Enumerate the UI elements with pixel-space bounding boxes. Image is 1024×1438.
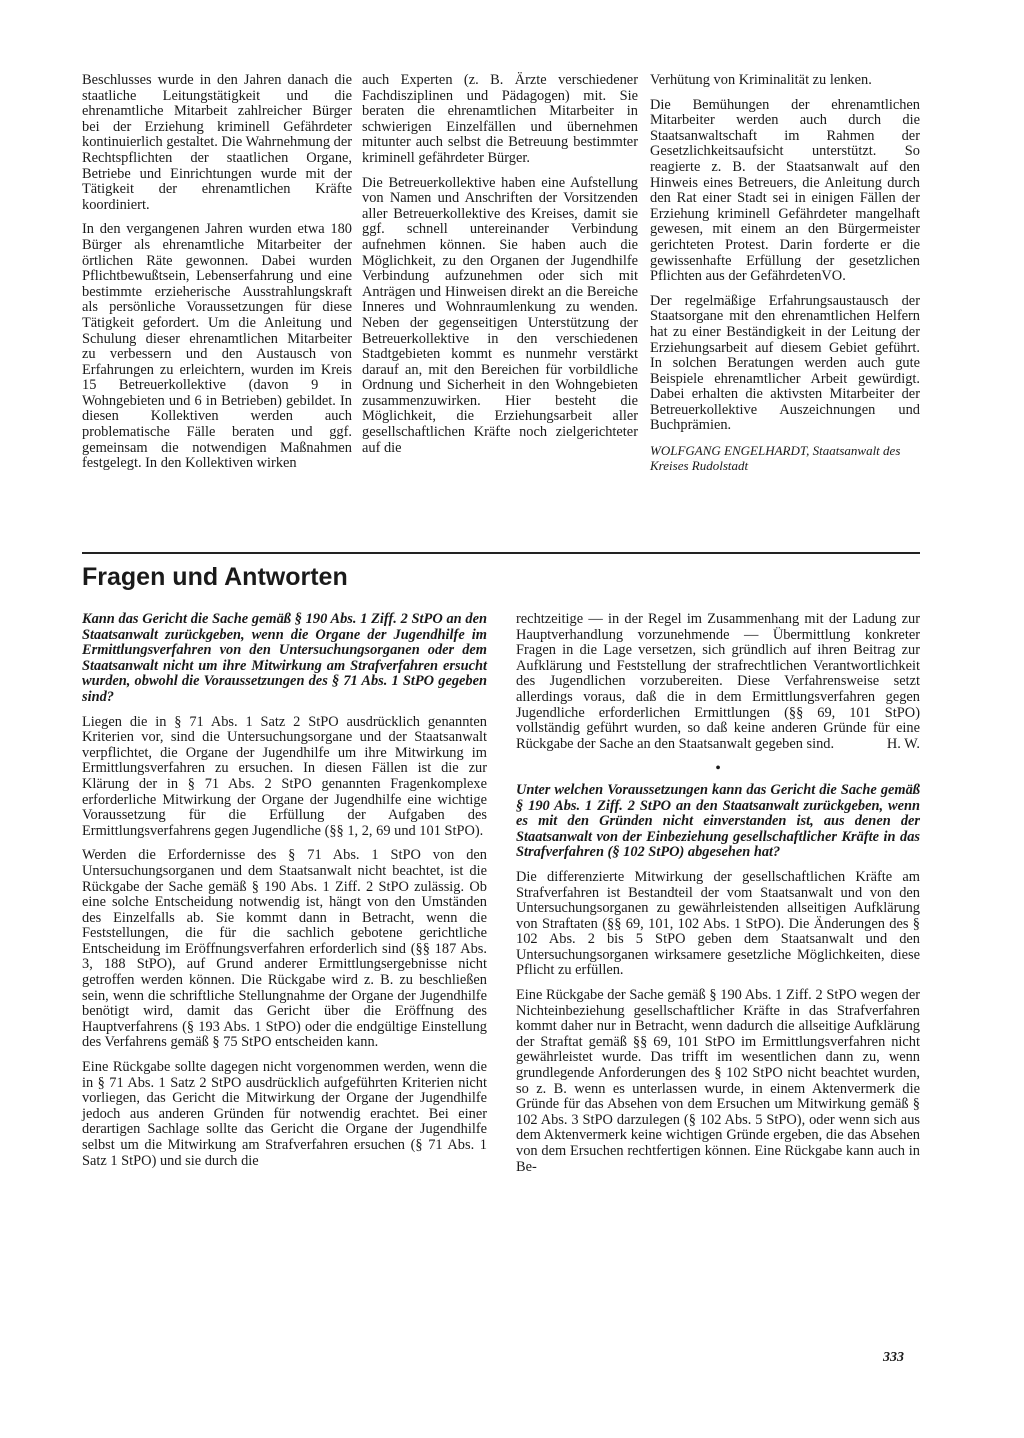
- section-title: Fragen und Antworten: [82, 563, 348, 591]
- page-number: 333: [883, 1350, 904, 1365]
- article-column-3: [650, 73, 920, 473]
- answer-paragraph: Eine Rückgabe der Sache gemäß § 190 Abs. 1 Ziff. 2 StPO wegen der Nichteinbeziehung gesellschaftlicher Kräfte in das Strafverfahren kommt daher nur in Betracht, wenn dadurch die allseitige Aufklärung der Straftat gemäß §§ 69, 101 StPO im Ermittlungsverfahren nicht gewährleistet wurde. Das trifft im wesentlichen dann zu, wenn grundlegende Anforderungen des § 102 StPO nicht beachtet wurden, so z. B. wenn es unterlassen wurde, in einem Aktenvermerk die Gründe für das Absehen von dem Ersuchen um Mitwirkung gemäß § 102 Abs. 3 StPO darzulegen (§ 102 Abs. 5 StPO), oder wenn sich aus dem Aktenvermerk keine wichtigen Gründe ergeben, die das Absehen von dem Ersuchen rechtfertigen können. Eine Rückgabe kann auch in Be-: [516, 987, 920, 1175]
- paragraph: auch Experten (z. B. Ärzte verschiedener Fachdisziplinen und Pädagogen) mit. Sie beraten die ehrenamtlichen Mitarbeiter in schwierigen Einzelfällen und übernehmen mitunter auch selbst die Betreuung bestimmter kriminell gefährdeter Bürger.: [362, 72, 638, 166]
- answer-1-continued: rechtzeitige — in der Regel im Zusammenhang mit der Ladung zur Hauptverhandlung vorzunehmende — Übermittlung konkreter Fragen in die Lage versetzen, sich gründlich auf ihren Beitrag zur Aufklärung und Feststellung der strafrechtlichen Verantwortlichkeit des Jugendlichen vorzubereiten. Diese Verfahrensweise setzt allerdings voraus, daß die in dem Ermittlungsverfahren gegen Jugendliche erforderlichen Ermittlungen (§§ 69, 101 StPO) vollständig geführt wurden, so daß keine anderen Gründe für eine Rückgabe der Sache an den Staatsanwalt gegeben sind.: [516, 611, 920, 752]
- qa-column-2: [516, 612, 920, 1184]
- answer-paragraph: Eine Rückgabe sollte dagegen nicht vorgenommen werden, wenn die in § 71 Abs. 1 Satz 2 StPO ausdrücklich aufgeführten Kriterien nicht vorliegen, das Gericht die Mitwirkung der Organe der Jugendhilfe jedoch aus anderen Gründen für notwendig erachtet. Bei einer derartigen Sachlage sollte das Gericht die Organe der Jugendhilfe selbst um die Mitwirkung am Strafverfahren ersuchen (§ 71 Abs. 1 Satz 1 StPO) und sie durch die: [82, 1059, 487, 1169]
- question-2: Unter welchen Voraussetzungen kann das Gericht die Sache gemäß § 190 Abs. 1 Ziff. 2 StPO an den Staatsanwalt zurückgeben, wenn es mit den Gründen nicht einverstanden ist, aus denen der Staatsanwalt von der Einbeziehung gesellschaftlicher Kräfte in das Strafverfahren (§ 102 StPO) abgesehen hat?: [516, 781, 920, 861]
- author-initials: H. W.: [886, 735, 920, 752]
- paragraph: Die Bemühungen der ehrenamtlichen Mitarbeiter werden auch durch die Staatsanwaltschaft im Rahmen der Gesetzlichkeitsaufsicht unterstützt. So reagierte z. B. der Staatsanwalt auf den Hinweis eines Betreuers, die Anleitung durch den Rat einer Stadt sei in einigen Fällen der Erziehung kriminell Gefährdeter mangelhaft gewesen, mit einem an den Bürgermeister gerichteten Protest. Darin forderte er die gewissenhafte Erfüllung der gesetzlichen Pflichten aus der GefährdetenVO.: [650, 96, 920, 285]
- author-signature: WOLFGANG ENGELHARDT, Staatsanwalt des Kreises Rudolstadt: [650, 443, 901, 474]
- section-divider: [82, 552, 920, 554]
- answer-paragraph: Die differenzierte Mitwirkung der gesellschaftlichen Kräfte am Strafverfahren ist Bestandteil der vom Staatsanwalt und von den Untersuchungsorganen zu gewährleistenden allseitigen Aufklärung von Straftaten (§§ 69, 101, 102 Abs. 1 StPO). Die Änderungen des § 102 Abs. 2 bis 5 StPO geben dem Staatsanwalt und den Untersuchungsorganen wirksamere gesetzliche Möglichkeiten, diese Pflicht zu erfüllen.: [516, 868, 920, 979]
- paragraph: Die Betreuerkollektive haben eine Aufstellung von Namen und Anschriften der Vorsitzenden aller Betreuerkollektive des Kreises, damit sie ggf. schnell untereinander Verbindung aufnehmen können. Sie haben auch die Möglichkeit, zu den Organen der Jugendhilfe Verbindung aufzunehmen oder sich mit Anträgen und Hinweisen direkt an die Bereiche Inneres und Wohnraumlenkung zu wenden. Neben der gegenseitigen Unterstützung der Betreuerkollektive in den verschiedenen Stadtgebieten kommt es nunmehr verstärkt darauf an, mit den Bereichen für vorbildliche Ordnung und Sicherheit in den Wohngebieten zusammenzuwirken. Hier besteht die Möglichkeit, die Erziehungsarbeit aller gesellschaftlichen Kräfte noch zielgerichteter auf die: [362, 174, 638, 456]
- separator-mark: •: [715, 760, 721, 778]
- answer-paragraph: [516, 612, 920, 752]
- qa-column-1: [82, 612, 487, 1178]
- paragraph: Beschlusses wurde in den Jahren danach die staatliche Leitungstätigkeit und die ehrenamtliche Mitarbeit zahlreicher Bürger bei der Erziehung kriminell Gefährdeter kontinuierlich gestaltet. Die Wahrnehmung der Rechtspflichten der staatlichen Organe, Betriebe und Einrichtungen wurde mit der Tätigkeit der ehrenamtlichen Kräfte koordiniert.: [82, 72, 352, 213]
- paragraph: Verhütung von Kriminalität zu lenken.: [650, 72, 872, 88]
- article-column-1: [82, 73, 352, 481]
- article-column-2: [362, 73, 638, 465]
- paragraph: Der regelmäßige Erfahrungsaustausch der Staatsorgane mit den ehrenamtlichen Helfern hat zu einer Beständigkeit in der Leitung der Erziehungsarbeit auf diesem Gebiet geführt. In solchen Beratungen werden auch gute Beispiele ehrenamtlicher Arbeit gewürdigt. Dabei erhalten die aktivsten Mitarbeiter der Betreuerkollektive Auszeichnungen und Buchprämien.: [650, 292, 920, 434]
- answer-paragraph: Liegen die in § 71 Abs. 1 Satz 2 StPO ausdrücklich genannten Kriterien vor, sind die Untersuchungsorgane und der Staatsanwalt verpflichtet, die Organe der Jugendhilfe um ihre Mitwirkung im Ermittlungsverfahren zu ersuchen. In diesen Fällen ist die zur Klärung der in § 71 Abs. 2 StPO genannten Fragenkomplexe erforderliche Mitwirkung der Organe der Jugendhilfe eine wichtige Voraussetzung für die Erfüllung der Aufgaben des Ermittlungsverfahrens gegen Jugendliche (§§ 1, 2, 69 und 101 StPO).: [82, 713, 487, 839]
- paragraph: In den vergangenen Jahren wurden etwa 180 Bürger als ehrenamtliche Mitarbeiter der örtlichen Räte gewonnen. Dabei wurden Pflichtbewußtsein, Lebenserfahrung und eine bestimmte erzieherische Ausstrahlungskraft als persönliche Voraussetzungen für diese Tätigkeit gefordert. Um die Anleitung und Schulung dieser ehrenamtlichen Mitarbeiter zu verbessern und den Austausch von Erfahrungen zu erleichtern, wurden im Kreis 15 Betreuerkollektive (davon 9 in Wohngebieten und 6 in Betrieben) gebildet. In diesen Kollektiven werden auch problematische Fälle beraten und ggf. gemeinsam die notwendigen Maßnahmen festgelegt. In den Kollektiven wirken: [82, 221, 352, 472]
- question-1: Kann das Gericht die Sache gemäß § 190 Abs. 1 Ziff. 2 StPO an den Staatsanwalt zurückgeben, wenn die Organe der Jugendhilfe im Ermittlungsverfahren von den Untersuchungsorganen oder dem Staatsanwalt nicht um ihre Mitwirkung am Strafverfahren ersucht wurden, obwohl die Voraussetzungen des § 71 Abs. 1 StPO gegeben sind?: [82, 611, 487, 705]
- answer-paragraph: Werden die Erfordernisse des § 71 Abs. 1 StPO von den Untersuchungsorganen und dem Staatsanwalt nicht beachtet, ist die Rückgabe der Sache gemäß § 190 Abs. 1 Ziff. 2 StPO zulässig. Ob eine solche Entscheidung notwendig ist, hängt von den Umständen des Einzelfalls ab. Sie kommt dann in Betracht, wenn die Feststellungen, die für die sachlich gebotene gerichtliche Entscheidung im Eröffnungsverfahren erforderlich sind (§§ 187 Abs. 3, 188 StPO), auf Grund anderer Ermittlungsergebnisse nicht getroffen werden können. Die Rückgabe wird z. B. zu beschließen sein, wenn die schriftliche Stellungnahme der Organe der Jugendhilfe benötigt wird, damit das Gericht über die Eröffnung des Hauptverfahrens (§ 193 Abs. 1 StPO) oder die endgültige Einstellung des Verfahrens gemäß § 75 StPO entscheiden kann.: [82, 847, 487, 1051]
